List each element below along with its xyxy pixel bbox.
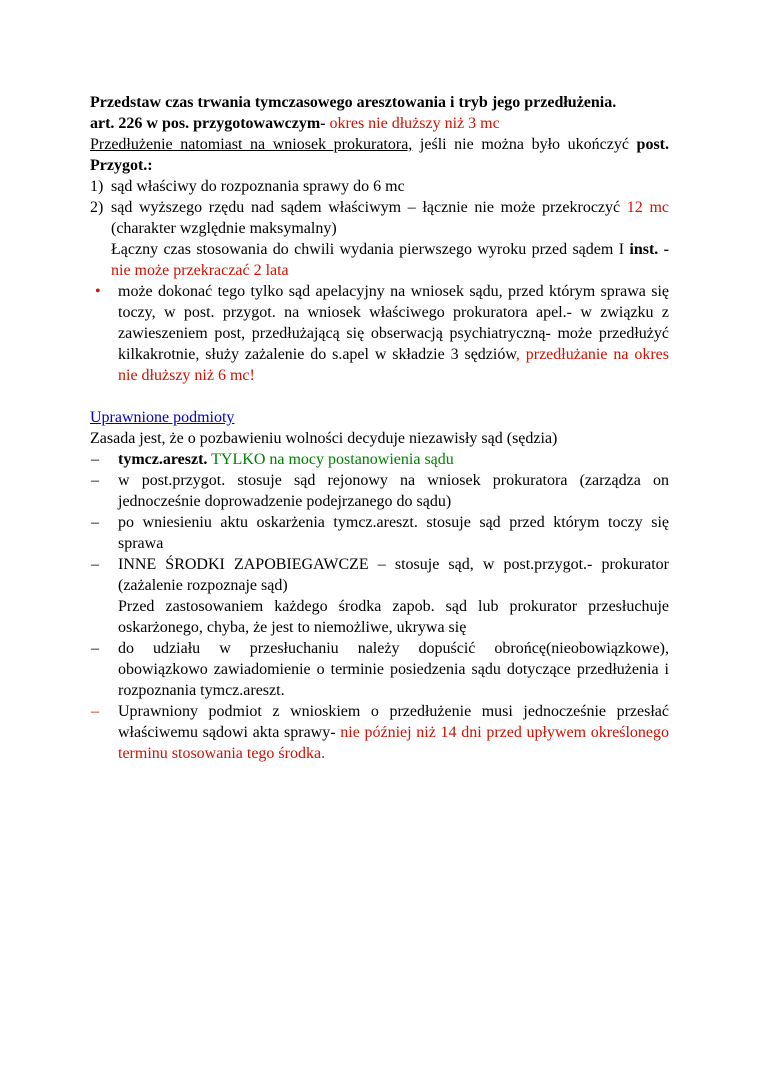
title-paragraph: Przedstaw czas trwania tymczasowego aresztowania i tryb jego przedłużenia. [90, 94, 617, 111]
dash-item-2-text: w post.przygot. stosuje sąd rejonowy na wniosek prokuratora (zarządza on jednocześnie doprowadzenie podejrzanego do sądu) [118, 472, 669, 510]
dash-item-1 [90, 449, 669, 470]
dash-item-6 [90, 701, 669, 764]
bullet-icon: • [95, 283, 101, 300]
dash-icon-1: – [91, 451, 99, 468]
bullet-item-text: może dokonać tego tylko sąd apelacyjny na wniosek sądu, przed którym sprawa się toczy, w post. przygot. na wniosek właściwego prokuratora apel.- w związku z zawieszeniem post, przedłużającą się obserwacją psychiatryczną- może przedłużyć kilkakrotnie, służy zażalenie do s.apel w składzie 3 sędziów, przedłużanie na okres nie dłuższy niż 6 mc! [118, 283, 670, 384]
dash-item-5 [90, 638, 669, 701]
dash-icon-5: – [91, 640, 99, 657]
list-number-1: 1) [90, 178, 104, 195]
bullet-item [90, 281, 669, 386]
numbered-item-1 [90, 176, 669, 197]
dash-item-3-text: po wniesieniu aktu oskarżenia tymcz.areszt. stosuje sąd przed którym toczy się sprawa [118, 514, 669, 552]
przed-zastosowaniem-paragraph: Przed zastosowaniem każdego środka zapob. sąd lub prokurator przesłuchuje oskarżonego, chyba, że jest to niemożliwe, ukrywa się [118, 598, 669, 636]
dash-item-6-text: Uprawniony podmiot z wnioskiem o przedłużenie musi jednocześnie przesłać właściwemu sądowi akta sprawy- nie później niż 14 dni przed upływem określonego terminu stosowania tego środka. [118, 703, 669, 762]
zasada-paragraph: Zasada jest, że o pozbawieniu wolności decyduje niezawisły sąd (sędzia) [90, 430, 558, 447]
numbered-item-1-text: sąd właściwy do rozpoznania sprawy do 6 mc [111, 178, 405, 195]
dash-icon-3: – [91, 514, 99, 531]
numbered-item-2 [90, 197, 669, 239]
dash-item-1-text: tymcz.areszt. TYLKO na mocy postanowienia sądu [118, 451, 454, 468]
section-heading-uprawnione-podmioty: Uprawnione podmioty [90, 409, 235, 426]
laczny-continuation-paragraph: Łączny czas stosowania do chwili wydania pierwszego wyroku przed sądem I inst. - nie może przekraczać 2 lata [111, 241, 670, 279]
dash-icon-4: – [91, 556, 99, 573]
numbered-item-2-text: sąd wyższego rzędu nad sądem właściwym – łącznie nie może przekroczyć 12 mc (charakter względnie maksymalny) [111, 199, 670, 237]
przedluzenie-paragraph: Przedłużenie natomiast na wniosek prokuratora, jeśli nie można było ukończyć post. Przygot.: [90, 136, 669, 174]
dash-item-4 [90, 554, 669, 596]
dash-icon-6: – [91, 703, 99, 720]
dash-item-2 [90, 470, 669, 512]
list-number-2: 2) [90, 199, 104, 216]
dash-item-4-text: INNE ŚRODKI ZAPOBIEGAWCZE – stosuje sąd, w post.przygot.- prokurator (zażalenie rozpoznaje sąd) [118, 556, 669, 594]
dash-icon-2: – [91, 472, 99, 489]
dash-item-5-text: do udziału w przesłuchaniu należy dopuścić obrońcę(nieobowiązkowe), obowiązkowo zawiadomienie o terminie posiedzenia sądu dotyczące przedłużenia i rozpoznania tymcz.areszt. [118, 640, 669, 699]
art226-line: art. 226 w pos. przygotowawczym- okres nie dłuższy niż 3 mc [90, 115, 500, 132]
dash-item-3 [90, 512, 669, 554]
